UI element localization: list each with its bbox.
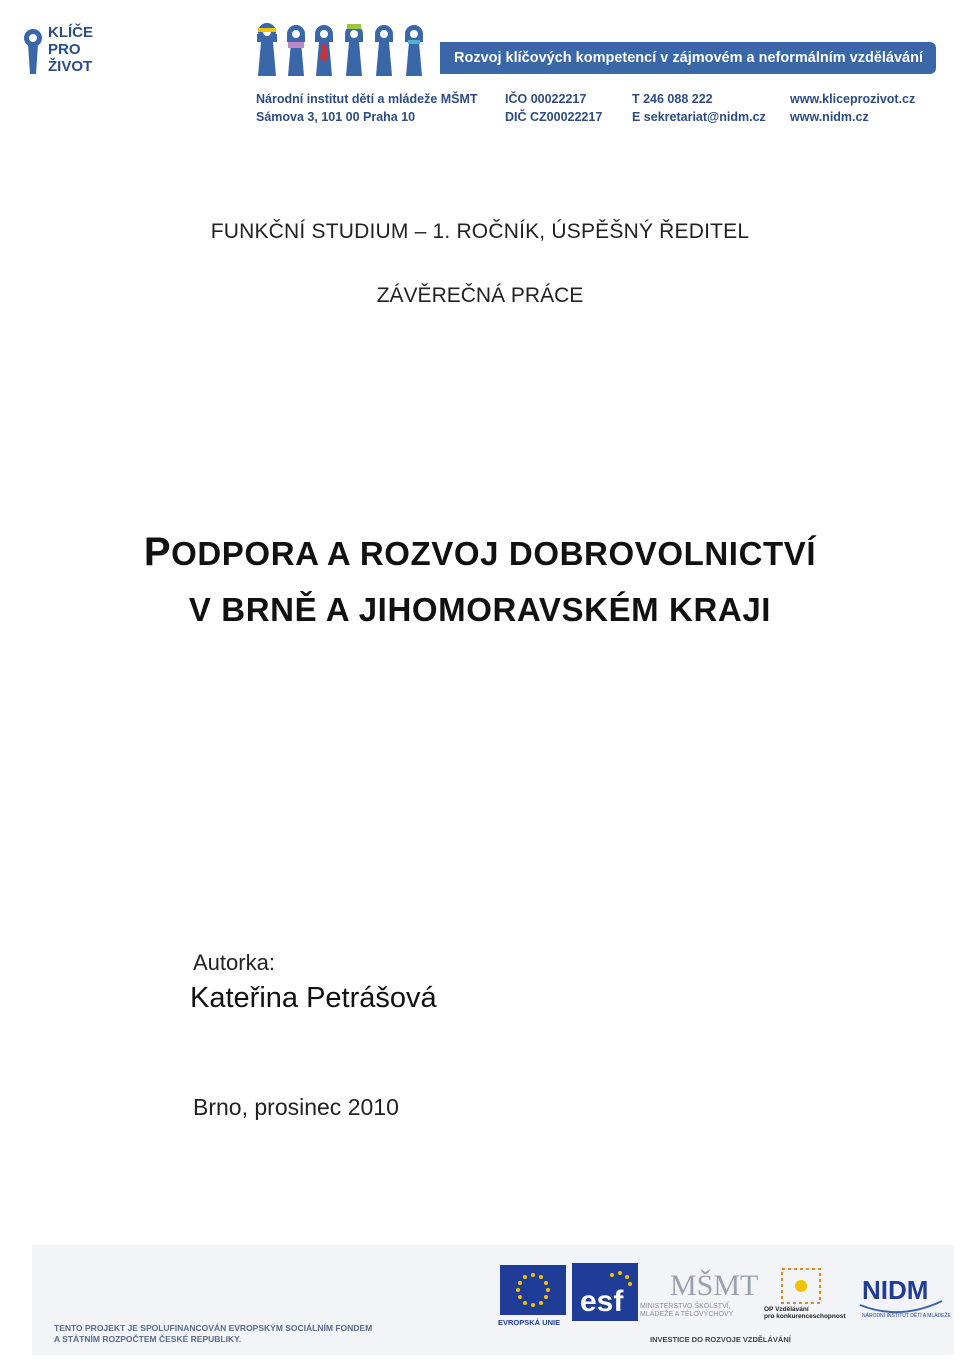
funding-line-1: TENTO PROJEKT JE SPOLUFINANCOVÁN EVROPSKÝM SOCIÁLNÍM FONDEM <box>54 1323 373 1333</box>
nidm-logo-icon <box>850 1261 950 1321</box>
dic: DIČ CZ00022217 <box>505 110 603 124</box>
logo-line-1: KLÍČE <box>48 24 93 41</box>
logo-line-2: PRO <box>48 41 81 58</box>
web-link-2[interactable]: www.nidm.cz <box>790 110 869 124</box>
op-line-1: OP Vzdělávání <box>764 1306 809 1313</box>
msmt-label <box>640 1303 733 1319</box>
funding-footer <box>32 1245 954 1355</box>
author-name: Kateřina Petrášová <box>190 982 437 1014</box>
kliceprozivot-logo <box>22 24 102 80</box>
esf-label: esf <box>580 1285 624 1318</box>
institution-ids <box>505 90 602 126</box>
nidm-label: NÁRODNÍ INSTITUT DĚTÍ A MLÁDEŽE <box>862 1313 951 1319</box>
eu-flag-icon <box>500 1265 566 1315</box>
place-date: Brno, prosinec 2010 <box>193 1094 399 1120</box>
web-link-1[interactable]: www.kliceprozivot.cz <box>790 92 916 106</box>
keyhole-logo-icon <box>22 26 44 76</box>
thesis-title <box>0 524 960 638</box>
email: E sekretariat@nidm.cz <box>632 110 766 124</box>
course-heading: FUNKČNÍ STUDIUM – 1. ROČNÍK, ÚSPĚŠNÝ ŘEDITEL <box>210 220 750 243</box>
title-line-1-rest: ODPORA A ROZVOJ DOBROVOLNICTVÍ <box>171 535 817 572</box>
msmt-logo-text: MŠMT <box>670 1269 759 1302</box>
institution-address <box>256 90 478 126</box>
document-type: ZÁVĚREČNÁ PRÁCE <box>376 284 584 307</box>
institution-street: Sámova 3, 101 00 Praha 10 <box>256 110 416 124</box>
funding-line-2: A STÁTNÍM ROZPOČTEM ČESKÉ REPUBLIKY. <box>54 1334 242 1344</box>
msmt-line-2: MLÁDEŽE A TĚLOVÝCHOVY <box>640 1311 734 1318</box>
eu-label: EVROPSKÁ UNIE <box>498 1318 561 1327</box>
title-initial: P <box>143 530 172 574</box>
author-label: Autorka: <box>193 950 275 975</box>
institution-contact <box>632 90 766 126</box>
nidm-logo-text: NIDM <box>862 1275 929 1305</box>
project-banner: Rozvoj klíčových kompetencí v zájmovém a neformálním vzdělávání <box>440 42 936 74</box>
msmt-line-1: MINISTERSTVO ŠKOLSTVÍ, <box>640 1303 731 1310</box>
phone: T 246 088 222 <box>632 92 713 106</box>
keyholes-illustration-icon <box>255 22 435 76</box>
institution-name: Národní institut dětí a mládeže MŠMT <box>256 92 478 106</box>
letterhead <box>0 0 960 140</box>
title-line-1 <box>0 524 960 582</box>
esf-logo-icon <box>572 1263 638 1321</box>
funding-note <box>54 1323 372 1345</box>
ico: IČO 00022217 <box>505 92 587 106</box>
logo-line-3: ŽIVOT <box>48 58 93 75</box>
institution-web <box>790 90 915 126</box>
title-line-2: V BRNĚ A JIHOMORAVSKÉM KRAJI <box>188 591 772 628</box>
investment-slogan: INVESTICE DO ROZVOJE VZDĚLÁVÁNÍ <box>650 1335 791 1344</box>
op-label <box>764 1306 846 1320</box>
op-line-2: pro konkurenceschopnost <box>764 1313 846 1320</box>
